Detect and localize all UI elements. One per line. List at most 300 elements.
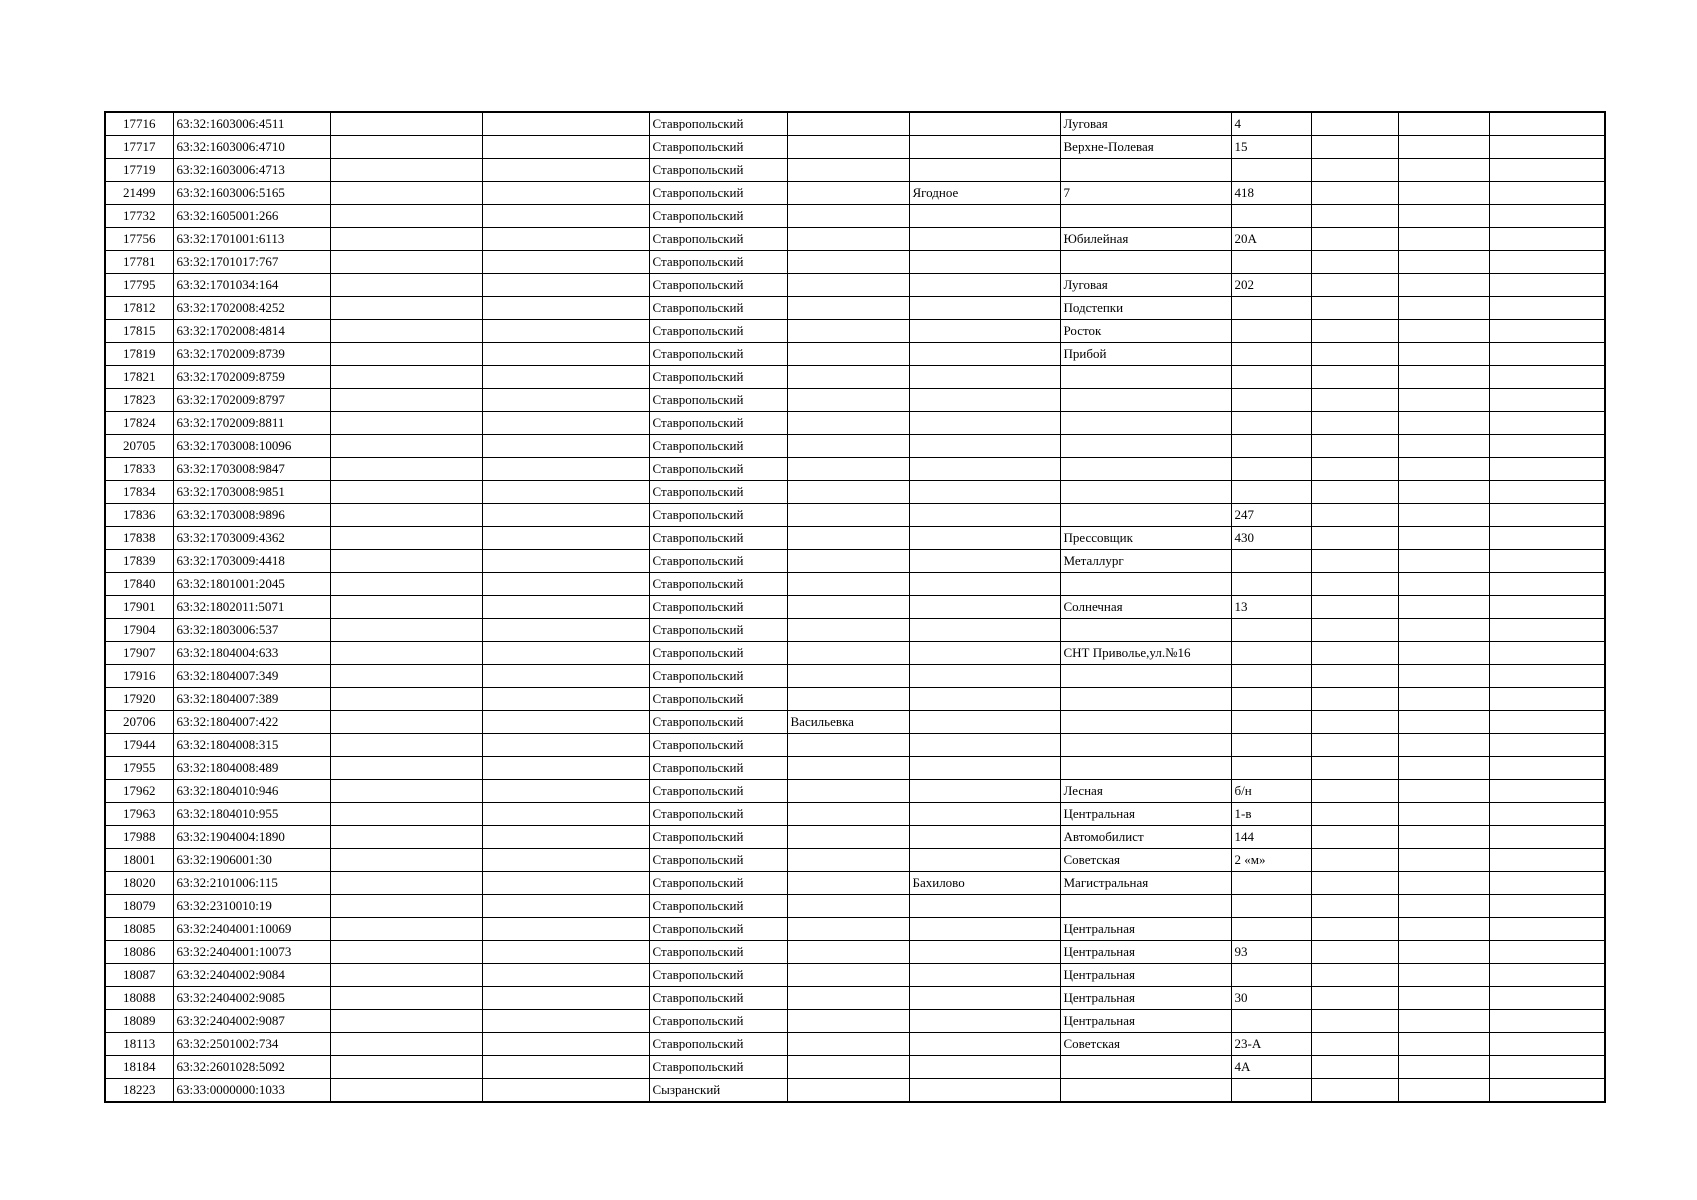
- settlement-cell: [787, 412, 909, 435]
- district-cell: Ставропольский: [649, 849, 787, 872]
- row-number-cell: 17955: [105, 757, 173, 780]
- empty-cell: [1398, 1079, 1489, 1103]
- empty-cell: [1311, 987, 1398, 1010]
- street-cell: [1060, 366, 1231, 389]
- row-number-cell: 18085: [105, 918, 173, 941]
- cadastral-number-cell: 63:32:1906001:30: [173, 849, 330, 872]
- empty-cell: [1489, 297, 1605, 320]
- settlement-cell: [787, 1079, 909, 1103]
- table-row: [105, 366, 1605, 389]
- empty-cell: [482, 895, 649, 918]
- street-cell: [1060, 573, 1231, 596]
- table-row: [105, 619, 1605, 642]
- settlement-cell: [787, 826, 909, 849]
- table-row: [105, 527, 1605, 550]
- cadastral-number-cell: 63:32:1703008:10096: [173, 435, 330, 458]
- house-cell: [1231, 412, 1311, 435]
- locality-cell: [909, 297, 1060, 320]
- district-cell: Ставропольский: [649, 872, 787, 895]
- row-number-cell: 18223: [105, 1079, 173, 1103]
- empty-cell: [482, 320, 649, 343]
- district-cell: Ставропольский: [649, 596, 787, 619]
- house-cell: 30: [1231, 987, 1311, 1010]
- table-row: [105, 412, 1605, 435]
- empty-cell: [482, 642, 649, 665]
- empty-cell: [1398, 159, 1489, 182]
- district-cell: Сызранский: [649, 1079, 787, 1103]
- settlement-cell: [787, 1033, 909, 1056]
- empty-cell: [330, 918, 482, 941]
- empty-cell: [1311, 734, 1398, 757]
- row-number-cell: 17819: [105, 343, 173, 366]
- table-row: [105, 159, 1605, 182]
- table-row: [105, 596, 1605, 619]
- table-row: [105, 964, 1605, 987]
- empty-cell: [1311, 895, 1398, 918]
- empty-cell: [1398, 527, 1489, 550]
- street-cell: [1060, 619, 1231, 642]
- district-cell: Ставропольский: [649, 320, 787, 343]
- cadastral-number-cell: 63:32:1603006:4511: [173, 112, 330, 136]
- empty-cell: [482, 550, 649, 573]
- locality-cell: [909, 1010, 1060, 1033]
- house-cell: 4А: [1231, 1056, 1311, 1079]
- locality-cell: [909, 389, 1060, 412]
- empty-cell: [482, 872, 649, 895]
- empty-cell: [330, 895, 482, 918]
- street-cell: СНТ Приволье,ул.№16: [1060, 642, 1231, 665]
- table-row: [105, 941, 1605, 964]
- empty-cell: [1398, 596, 1489, 619]
- empty-cell: [482, 504, 649, 527]
- table-row: [105, 1079, 1605, 1103]
- empty-cell: [1311, 320, 1398, 343]
- locality-cell: [909, 665, 1060, 688]
- empty-cell: [1398, 895, 1489, 918]
- empty-cell: [330, 619, 482, 642]
- table-row: [105, 458, 1605, 481]
- settlement-cell: [787, 112, 909, 136]
- empty-cell: [1489, 734, 1605, 757]
- locality-cell: [909, 412, 1060, 435]
- settlement-cell: [787, 642, 909, 665]
- empty-cell: [1398, 205, 1489, 228]
- street-cell: Прессовщик: [1060, 527, 1231, 550]
- row-number-cell: 18087: [105, 964, 173, 987]
- property-table: [104, 111, 1606, 1103]
- empty-cell: [1311, 481, 1398, 504]
- locality-cell: [909, 895, 1060, 918]
- locality-cell: [909, 112, 1060, 136]
- empty-cell: [1398, 228, 1489, 251]
- table-row: [105, 389, 1605, 412]
- settlement-cell: [787, 274, 909, 297]
- cadastral-number-cell: 63:32:1804008:489: [173, 757, 330, 780]
- street-cell: Росток: [1060, 320, 1231, 343]
- settlement-cell: [787, 941, 909, 964]
- row-number-cell: 17963: [105, 803, 173, 826]
- street-cell: Солнечная: [1060, 596, 1231, 619]
- cadastral-number-cell: 63:32:1801001:2045: [173, 573, 330, 596]
- street-cell: Центральная: [1060, 941, 1231, 964]
- cadastral-number-cell: 63:32:1702009:8797: [173, 389, 330, 412]
- settlement-cell: [787, 734, 909, 757]
- empty-cell: [1489, 987, 1605, 1010]
- empty-cell: [482, 941, 649, 964]
- empty-cell: [482, 849, 649, 872]
- row-number-cell: 17838: [105, 527, 173, 550]
- empty-cell: [482, 458, 649, 481]
- empty-cell: [1489, 895, 1605, 918]
- settlement-cell: [787, 136, 909, 159]
- empty-cell: [1311, 642, 1398, 665]
- street-cell: [1060, 734, 1231, 757]
- district-cell: Ставропольский: [649, 803, 787, 826]
- row-number-cell: 17717: [105, 136, 173, 159]
- empty-cell: [1398, 389, 1489, 412]
- empty-cell: [330, 757, 482, 780]
- house-cell: [1231, 366, 1311, 389]
- locality-cell: [909, 527, 1060, 550]
- locality-cell: [909, 619, 1060, 642]
- table-row: [105, 918, 1605, 941]
- settlement-cell: [787, 780, 909, 803]
- empty-cell: [1311, 228, 1398, 251]
- cadastral-number-cell: 63:32:1804004:633: [173, 642, 330, 665]
- empty-cell: [482, 964, 649, 987]
- district-cell: Ставропольский: [649, 1010, 787, 1033]
- locality-cell: Ягодное: [909, 182, 1060, 205]
- empty-cell: [482, 112, 649, 136]
- empty-cell: [1311, 780, 1398, 803]
- district-cell: Ставропольский: [649, 1033, 787, 1056]
- empty-cell: [1489, 366, 1605, 389]
- cadastral-number-cell: 63:32:2501002:734: [173, 1033, 330, 1056]
- empty-cell: [330, 136, 482, 159]
- empty-cell: [482, 1010, 649, 1033]
- settlement-cell: [787, 872, 909, 895]
- empty-cell: [1311, 435, 1398, 458]
- settlement-cell: Васильевка: [787, 711, 909, 734]
- settlement-cell: [787, 228, 909, 251]
- table-row: [105, 320, 1605, 343]
- cadastral-number-cell: 63:32:2404002:9084: [173, 964, 330, 987]
- table-row: [105, 136, 1605, 159]
- empty-cell: [1398, 366, 1489, 389]
- district-cell: Ставропольский: [649, 343, 787, 366]
- empty-cell: [1311, 1033, 1398, 1056]
- table-row: [105, 1033, 1605, 1056]
- empty-cell: [1398, 320, 1489, 343]
- empty-cell: [1489, 136, 1605, 159]
- house-cell: [1231, 872, 1311, 895]
- district-cell: Ставропольский: [649, 711, 787, 734]
- empty-cell: [1398, 711, 1489, 734]
- empty-cell: [330, 1033, 482, 1056]
- empty-cell: [330, 711, 482, 734]
- settlement-cell: [787, 297, 909, 320]
- table-row: [105, 757, 1605, 780]
- cadastral-number-cell: 63:32:1702009:8739: [173, 343, 330, 366]
- house-cell: [1231, 1010, 1311, 1033]
- empty-cell: [482, 297, 649, 320]
- empty-cell: [482, 1056, 649, 1079]
- settlement-cell: [787, 895, 909, 918]
- street-cell: [1060, 665, 1231, 688]
- house-cell: 247: [1231, 504, 1311, 527]
- empty-cell: [1489, 320, 1605, 343]
- house-cell: [1231, 665, 1311, 688]
- locality-cell: [909, 964, 1060, 987]
- empty-cell: [1398, 780, 1489, 803]
- house-cell: [1231, 550, 1311, 573]
- house-cell: [1231, 205, 1311, 228]
- table-row: [105, 895, 1605, 918]
- empty-cell: [1398, 826, 1489, 849]
- district-cell: Ставропольский: [649, 274, 787, 297]
- street-cell: Центральная: [1060, 964, 1231, 987]
- house-cell: [1231, 297, 1311, 320]
- empty-cell: [1398, 1010, 1489, 1033]
- cadastral-number-cell: 63:32:1603006:4713: [173, 159, 330, 182]
- row-number-cell: 18088: [105, 987, 173, 1010]
- street-cell: [1060, 389, 1231, 412]
- empty-cell: [482, 711, 649, 734]
- locality-cell: [909, 780, 1060, 803]
- table-row: [105, 112, 1605, 136]
- district-cell: Ставропольский: [649, 481, 787, 504]
- table-row: [105, 688, 1605, 711]
- locality-cell: [909, 550, 1060, 573]
- house-cell: 202: [1231, 274, 1311, 297]
- empty-cell: [1489, 343, 1605, 366]
- settlement-cell: [787, 504, 909, 527]
- street-cell: Центральная: [1060, 987, 1231, 1010]
- cadastral-number-cell: 63:32:2601028:5092: [173, 1056, 330, 1079]
- table-row: [105, 1010, 1605, 1033]
- district-cell: Ставропольский: [649, 895, 787, 918]
- empty-cell: [1311, 803, 1398, 826]
- empty-cell: [482, 665, 649, 688]
- cadastral-number-cell: 63:32:1702009:8811: [173, 412, 330, 435]
- table-row: [105, 642, 1605, 665]
- district-cell: Ставропольский: [649, 366, 787, 389]
- empty-cell: [330, 849, 482, 872]
- row-number-cell: 17988: [105, 826, 173, 849]
- house-cell: [1231, 1079, 1311, 1103]
- row-number-cell: 17812: [105, 297, 173, 320]
- cadastral-number-cell: 63:32:1804010:946: [173, 780, 330, 803]
- locality-cell: [909, 458, 1060, 481]
- locality-cell: [909, 228, 1060, 251]
- locality-cell: [909, 1079, 1060, 1103]
- empty-cell: [330, 320, 482, 343]
- cadastral-number-cell: 63:32:2404001:10069: [173, 918, 330, 941]
- settlement-cell: [787, 550, 909, 573]
- district-cell: Ставропольский: [649, 527, 787, 550]
- empty-cell: [1398, 435, 1489, 458]
- empty-cell: [1311, 389, 1398, 412]
- empty-cell: [1489, 872, 1605, 895]
- cadastral-number-cell: 63:32:2404002:9085: [173, 987, 330, 1010]
- house-cell: [1231, 688, 1311, 711]
- empty-cell: [482, 389, 649, 412]
- house-cell: б/н: [1231, 780, 1311, 803]
- table-row: [105, 435, 1605, 458]
- empty-cell: [1489, 182, 1605, 205]
- cadastral-number-cell: 63:32:1703009:4418: [173, 550, 330, 573]
- district-cell: Ставропольский: [649, 619, 787, 642]
- table-row: [105, 849, 1605, 872]
- settlement-cell: [787, 757, 909, 780]
- locality-cell: [909, 757, 1060, 780]
- table-row: [105, 182, 1605, 205]
- empty-cell: [1311, 872, 1398, 895]
- district-cell: Ставропольский: [649, 112, 787, 136]
- locality-cell: [909, 343, 1060, 366]
- empty-cell: [330, 251, 482, 274]
- empty-cell: [330, 987, 482, 1010]
- district-cell: Ставропольский: [649, 688, 787, 711]
- row-number-cell: 20706: [105, 711, 173, 734]
- cadastral-number-cell: 63:32:1804007:389: [173, 688, 330, 711]
- empty-cell: [1489, 573, 1605, 596]
- locality-cell: [909, 366, 1060, 389]
- settlement-cell: [787, 1056, 909, 1079]
- cadastral-number-cell: 63:32:1703009:4362: [173, 527, 330, 550]
- empty-cell: [482, 987, 649, 1010]
- district-cell: Ставропольский: [649, 251, 787, 274]
- empty-cell: [1489, 389, 1605, 412]
- empty-cell: [330, 458, 482, 481]
- house-cell: 4: [1231, 112, 1311, 136]
- house-cell: [1231, 918, 1311, 941]
- street-cell: Прибой: [1060, 343, 1231, 366]
- district-cell: Ставропольский: [649, 458, 787, 481]
- empty-cell: [330, 780, 482, 803]
- empty-cell: [1489, 1079, 1605, 1103]
- empty-cell: [1489, 711, 1605, 734]
- empty-cell: [1489, 619, 1605, 642]
- empty-cell: [330, 734, 482, 757]
- empty-cell: [330, 435, 482, 458]
- empty-cell: [1398, 251, 1489, 274]
- house-cell: 13: [1231, 596, 1311, 619]
- cadastral-number-cell: 63:32:2310010:19: [173, 895, 330, 918]
- house-cell: [1231, 573, 1311, 596]
- empty-cell: [1489, 849, 1605, 872]
- table-row: [105, 573, 1605, 596]
- locality-cell: [909, 711, 1060, 734]
- street-cell: Верхне-Полевая: [1060, 136, 1231, 159]
- cadastral-number-cell: 63:32:1702008:4814: [173, 320, 330, 343]
- empty-cell: [1311, 297, 1398, 320]
- cadastral-number-cell: 63:32:1802011:5071: [173, 596, 330, 619]
- empty-cell: [1489, 205, 1605, 228]
- empty-cell: [1398, 182, 1489, 205]
- empty-cell: [1489, 642, 1605, 665]
- row-number-cell: 17732: [105, 205, 173, 228]
- locality-cell: [909, 573, 1060, 596]
- empty-cell: [1489, 803, 1605, 826]
- empty-cell: [482, 573, 649, 596]
- cadastral-number-cell: 63:32:1702009:8759: [173, 366, 330, 389]
- row-number-cell: 18086: [105, 941, 173, 964]
- empty-cell: [482, 918, 649, 941]
- locality-cell: Бахилово: [909, 872, 1060, 895]
- cadastral-number-cell: 63:32:1701034:164: [173, 274, 330, 297]
- cadastral-number-cell: 63:32:1804007:422: [173, 711, 330, 734]
- empty-cell: [482, 159, 649, 182]
- table-row: [105, 297, 1605, 320]
- street-cell: [1060, 412, 1231, 435]
- empty-cell: [1489, 251, 1605, 274]
- empty-cell: [482, 481, 649, 504]
- settlement-cell: [787, 665, 909, 688]
- empty-cell: [330, 297, 482, 320]
- settlement-cell: [787, 527, 909, 550]
- empty-cell: [330, 803, 482, 826]
- house-cell: [1231, 481, 1311, 504]
- empty-cell: [1311, 573, 1398, 596]
- empty-cell: [1398, 803, 1489, 826]
- house-cell: [1231, 343, 1311, 366]
- street-cell: 7: [1060, 182, 1231, 205]
- empty-cell: [1489, 458, 1605, 481]
- empty-cell: [1398, 849, 1489, 872]
- empty-cell: [1398, 343, 1489, 366]
- empty-cell: [330, 872, 482, 895]
- empty-cell: [1398, 987, 1489, 1010]
- empty-cell: [330, 550, 482, 573]
- empty-cell: [1398, 573, 1489, 596]
- locality-cell: [909, 642, 1060, 665]
- empty-cell: [330, 481, 482, 504]
- empty-cell: [1398, 1056, 1489, 1079]
- row-number-cell: 17904: [105, 619, 173, 642]
- empty-cell: [1489, 412, 1605, 435]
- empty-cell: [482, 780, 649, 803]
- empty-cell: [1311, 849, 1398, 872]
- row-number-cell: 17839: [105, 550, 173, 573]
- empty-cell: [1311, 711, 1398, 734]
- settlement-cell: [787, 987, 909, 1010]
- empty-cell: [1311, 112, 1398, 136]
- cadastral-number-cell: 63:32:1603006:5165: [173, 182, 330, 205]
- house-cell: [1231, 734, 1311, 757]
- empty-cell: [1311, 596, 1398, 619]
- empty-cell: [1398, 872, 1489, 895]
- table-row: [105, 780, 1605, 803]
- empty-cell: [482, 1033, 649, 1056]
- row-number-cell: 17840: [105, 573, 173, 596]
- empty-cell: [1398, 481, 1489, 504]
- cadastral-number-cell: 63:32:1804010:955: [173, 803, 330, 826]
- empty-cell: [1398, 941, 1489, 964]
- district-cell: Ставропольский: [649, 159, 787, 182]
- house-cell: 20А: [1231, 228, 1311, 251]
- street-cell: [1060, 504, 1231, 527]
- locality-cell: [909, 136, 1060, 159]
- settlement-cell: [787, 343, 909, 366]
- district-cell: Ставропольский: [649, 504, 787, 527]
- empty-cell: [1311, 504, 1398, 527]
- empty-cell: [1398, 412, 1489, 435]
- empty-cell: [1311, 136, 1398, 159]
- empty-cell: [330, 642, 482, 665]
- district-cell: Ставропольский: [649, 757, 787, 780]
- table-row: [105, 251, 1605, 274]
